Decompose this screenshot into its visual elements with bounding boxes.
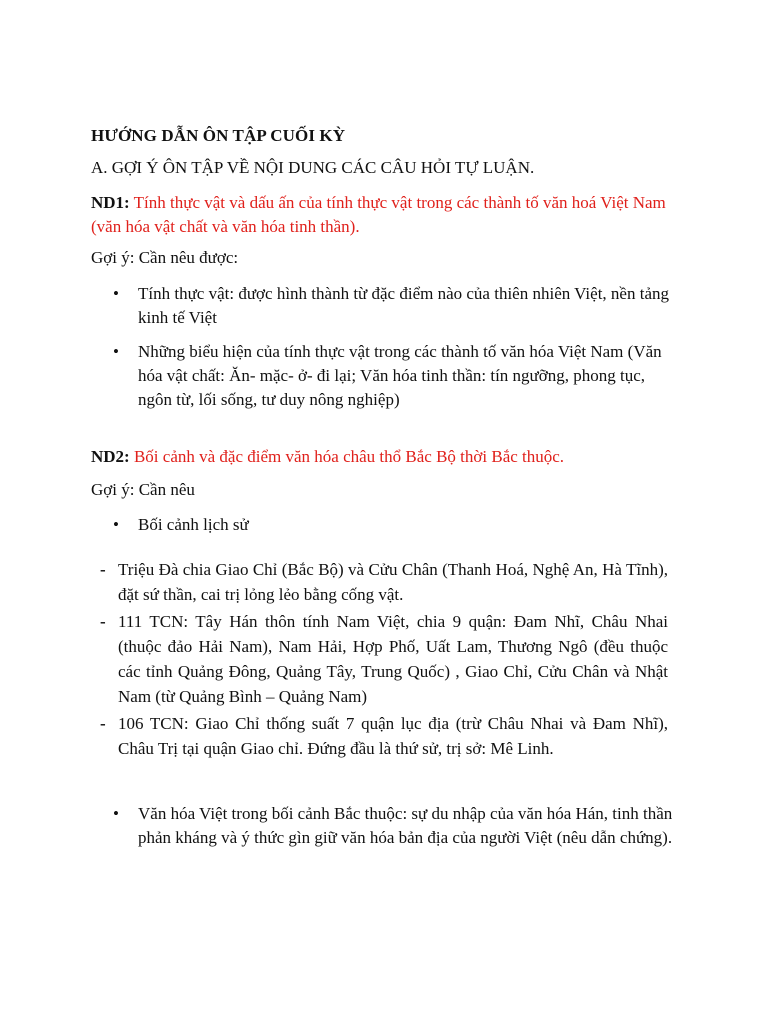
dash-icon: - xyxy=(100,560,106,579)
list-item-text: Triệu Đà chia Giao Chỉ (Bắc Bộ) và Cửu Chân (Thanh Hoá, Nghệ An, Hà Tĩnh), đặt sứ thần, cai trị lỏng lẻo bằng cống vật. xyxy=(118,560,668,604)
list-item xyxy=(91,513,678,537)
bullet-icon: • xyxy=(113,515,119,534)
dash-icon: - xyxy=(100,612,106,631)
bullet-icon: • xyxy=(113,342,119,361)
list-item xyxy=(91,282,678,330)
nd2-hint: Gợi ý: Cần nêu xyxy=(91,480,195,499)
nd1-text: Tính thực vật và dấu ấn của tính thực vật trong các thành tố văn hoá Việt Nam (văn hóa vật chất và văn hóa tinh thần). xyxy=(91,193,666,236)
nd1-label: ND1: xyxy=(91,193,130,212)
nd2-label: ND2: xyxy=(91,447,130,466)
list-item-text: 111 TCN: Tây Hán thôn tính Nam Việt, chia 9 quận: Đam Nhĩ, Châu Nhai (thuộc đảo Hải Nam), Nam Hải, Hợp Phố, Uất Lam, Thương Ngô (đều thuộc các tỉnh Quảng Đông, Quảng Tây, Trung Quốc) , Giao Chỉ, Cửu Chân và Nhật Nam (từ Quảng Bình – Quảng Nam) xyxy=(118,612,668,706)
list-item xyxy=(98,609,668,709)
list-item-text: Tính thực vật: được hình thành từ đặc điểm nào của thiên nhiên Việt, nền tảng kinh tế Việt xyxy=(138,284,669,327)
list-item xyxy=(98,711,668,761)
bullet-icon: • xyxy=(113,284,119,303)
section-a-heading: A. GỢI Ý ÔN TẬP VỀ NỘI DUNG CÁC CÂU HỎI TỰ LUẬN. xyxy=(91,158,535,177)
list-item-text: Những biểu hiện của tính thực vật trong các thành tố văn hóa Việt Nam (Văn hóa vật chất: Ăn- mặc- ở- đi lại; Văn hóa tinh thần: tín ngưỡng, phong tục, ngôn từ, lối sống, tư duy nông nghiệp) xyxy=(138,342,662,409)
nd2-dash-list xyxy=(98,557,668,761)
nd1-bullet-list xyxy=(91,282,678,412)
nd1-heading xyxy=(91,191,691,239)
bullet-icon: • xyxy=(113,804,119,823)
list-item-text: 106 TCN: Giao Chỉ thống suất 7 quận lục địa (trừ Châu Nhai và Đam Nhĩ), Châu Trị tại quận Giao chỉ. Đứng đầu là thứ sử, trị sở: Mê Linh. xyxy=(118,714,668,758)
list-item xyxy=(98,557,668,607)
nd2-bullet-list-2 xyxy=(91,802,678,850)
nd1-hint: Gợi ý: Cần nêu được: xyxy=(91,248,239,267)
list-item xyxy=(91,802,678,850)
list-item-text: Bối cảnh lịch sử xyxy=(138,515,249,534)
dash-icon: - xyxy=(100,714,106,733)
list-item xyxy=(91,340,678,412)
nd2-bullet-list-1 xyxy=(91,513,678,537)
list-item-text: Văn hóa Việt trong bối cảnh Bắc thuộc: sự du nhập của văn hóa Hán, tinh thần phản kháng và ý thức gìn giữ văn hóa bản địa của người Việt (nêu dẫn chứng). xyxy=(138,804,673,847)
nd2-heading xyxy=(91,445,691,469)
document-title: HƯỚNG DẪN ÔN TẬP CUỐI KỲ xyxy=(91,126,346,145)
nd2-text: Bối cảnh và đặc điểm văn hóa châu thổ Bắc Bộ thời Bắc thuộc. xyxy=(129,447,565,466)
